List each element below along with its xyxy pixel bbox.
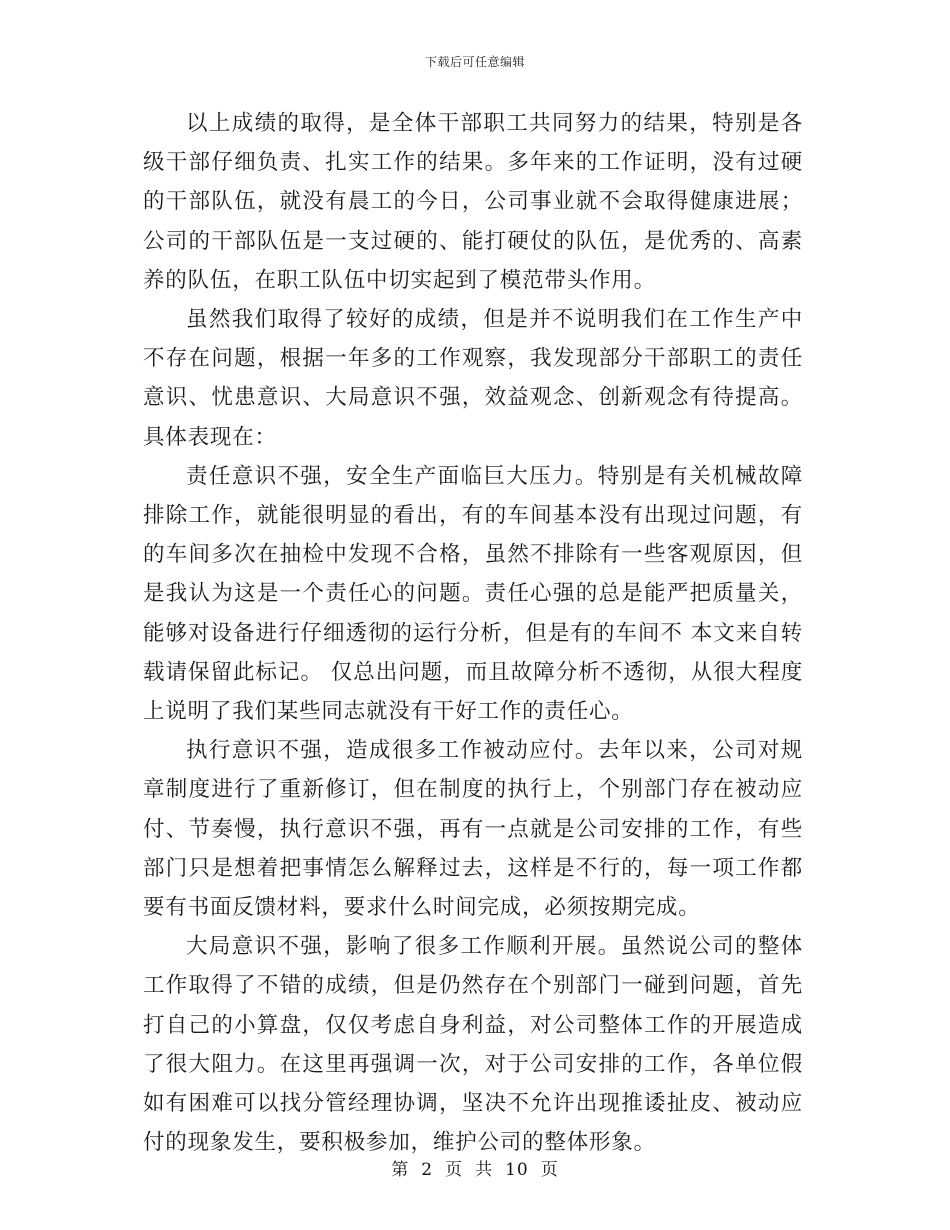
page-footer — [0, 1155, 950, 1180]
document-body — [143, 104, 803, 1162]
paragraph-1: 以上成绩的取得，是全体干部职工共同努力的结果，特别是各级干部仔细负责、扎实工作的结果。多年来的工作证明，没有过硬的干部队伍，就没有晨工的今日，公司事业就不会取得健康进展；公司的干部队伍是一支过硬的、能打硬仗的队伍，是优秀的、高素养的队伍，在职工队伍中切实起到了模范带头作用。 — [143, 111, 803, 293]
page-header: 下载后可任意编辑 — [424, 55, 525, 69]
total-pages-number: 10 — [505, 1160, 529, 1180]
paragraph-2: 虽然我们取得了较好的成绩，但是并不说明我们在工作生产中不存在问题，根据一年多的工作观察，我发现部分干部职工的责任意识、忧患意识、大局意识不强，效益观念、创新观念有待提高。具体表现在： — [143, 307, 803, 450]
footer-prefix: 第 — [391, 1160, 410, 1180]
paragraph-4: 执行意识不强，造成很多工作被动应付。去年以来，公司对规章制度进行了重新修订，但在制度的执行上，个别部门存在被动应付、节奏慢，执行意识不强，再有一点就是公司安排的工作，有些部门只是想着把事情怎么解释过去，这样是不行的，每一项工作都要有书面反馈材料，要求什么时间完成，必须按期完成。 — [143, 738, 803, 921]
current-page-number: 2 — [421, 1160, 434, 1180]
footer-page-word: 页 — [445, 1160, 464, 1180]
footer-suffix: 页 — [540, 1160, 559, 1180]
footer-total-word: 共 — [475, 1160, 494, 1180]
paragraph-5: 大局意识不强，影响了很多工作顺利开展。虽然说公司的整体工作取得了不错的成绩，但是仍然存在个别部门一碰到问题，首先打自己的小算盘，仅仅考虑自身利益，对公司整体工作的开展造成了很大阻力。在这里再强调一次，对于公司安排的工作，各单位假如有困难可以找分管经理协调，坚决不允许出现推诿扯皮、被动应付的现象发生，要积极参加，维护公司的整体形象。 — [143, 934, 803, 1156]
paragraph-3: 责任意识不强，安全生产面临巨大压力。特别是有关机械故障排除工作，就能很明显的看出，有的车间基本没有出现过问题，有的车间多次在抽检中发现不合格，虽然不排除有一些客观原因，但是我认为这是一个责任心的问题。责任心强的总是能严把质量关，能够对设备进行仔细透彻的运行分析，但是有的车间不 本文来自转载请保留此标记。 仅总出问题，而且故障分析不透彻，从很大程度上说明了我们某些同志就没有干好工作的责任心。 — [143, 463, 803, 725]
